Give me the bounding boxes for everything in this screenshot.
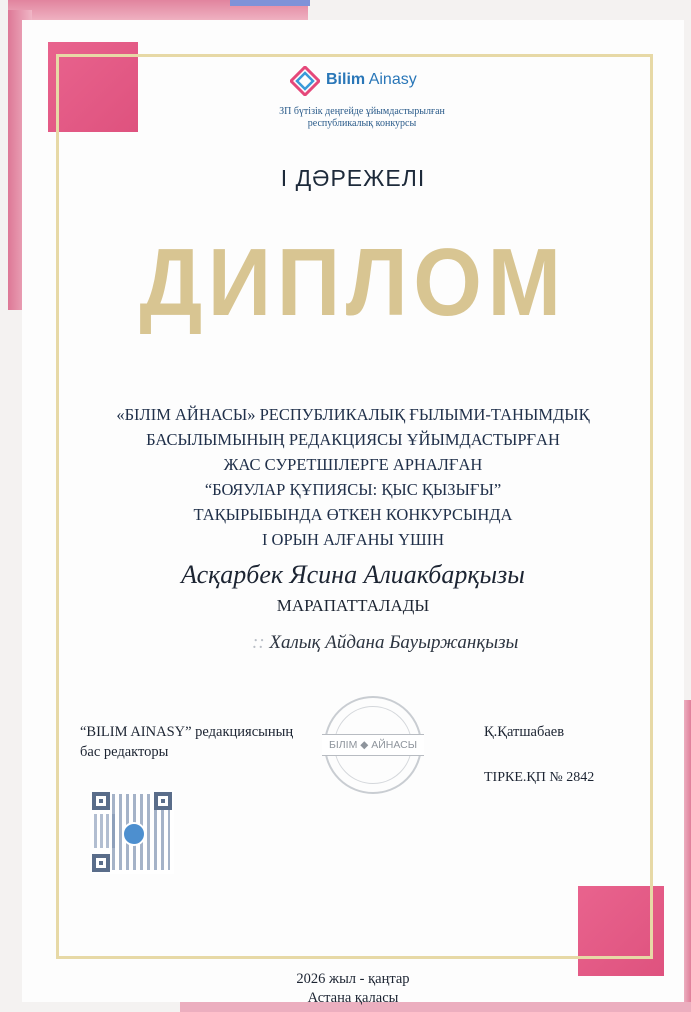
description-line: ТАҚЫРЫБЫНДА ӨТКЕН КОНКУРСЫНДА bbox=[193, 505, 513, 524]
description-line: “БОЯУЛАР ҚҰПИЯСЫ: ҚЫС ҚЫЗЫҒЫ” bbox=[204, 480, 502, 499]
diploma-title: ДИПЛОМ bbox=[139, 229, 567, 336]
qr-finder bbox=[92, 854, 110, 872]
bilim-ainasy-logo bbox=[290, 64, 430, 100]
diploma-sheet bbox=[22, 20, 684, 1006]
degree-heading: І ДӘРЕЖЕЛІ bbox=[280, 165, 426, 191]
description-line: І ОРЫН АЛҒАНЫ ҮШІН bbox=[261, 530, 445, 549]
qr-center-logo-icon bbox=[122, 822, 146, 846]
logo-subtitle: ЗП бүтізік деңгейде ұйымдастырылған республикалық конкурсы bbox=[279, 106, 445, 129]
qr-modules bbox=[94, 814, 116, 848]
description-line: БАСЫЛЫМЫНЫҢ РЕДАКЦИЯСЫ ҰЙЫМДАСТЫРҒАН bbox=[146, 430, 560, 449]
issue-city: Астана қаласы bbox=[307, 990, 399, 1006]
qr-finder bbox=[92, 792, 110, 810]
qr-finder bbox=[154, 792, 172, 810]
footer-date-place bbox=[22, 970, 684, 1008]
registration-number: ТІРКЕ.ҚП № 2842 bbox=[484, 770, 595, 785]
editor-title: “BILIM AINASY” редакциясының бас редакторы bbox=[80, 724, 294, 760]
award-description bbox=[22, 402, 684, 552]
signer-name: Қ.Қатшабаев bbox=[484, 724, 565, 740]
official-stamp bbox=[324, 696, 422, 794]
description-line: ЖАС СУРЕТШІЛЕРГЕ АРНАЛҒАН bbox=[223, 455, 483, 474]
stamp-text: БІЛІМ ◆ АЙНАСЫ bbox=[322, 734, 424, 756]
logo-diamond-icon bbox=[290, 66, 320, 96]
logo-text: Bilim Ainasy bbox=[326, 71, 417, 88]
qr-code[interactable] bbox=[90, 790, 174, 874]
photo-edge-top-blue bbox=[230, 0, 310, 6]
description-line: «БІЛІМ АЙНАСЫ» РЕСПУБЛИКАЛЫҚ ҒЫЛЫМИ-ТАНЫМДЫҚ bbox=[116, 405, 590, 424]
awardee-name: Асқарбек Ясина Алиакбарқызы bbox=[181, 560, 525, 589]
issue-date: 2026 жыл - қаңтар bbox=[296, 971, 410, 987]
supervisor-name: :: Халық Айдана Бауыржанқызы bbox=[252, 632, 519, 653]
awarded-label: МАРАПАТТАЛАДЫ bbox=[276, 596, 430, 615]
